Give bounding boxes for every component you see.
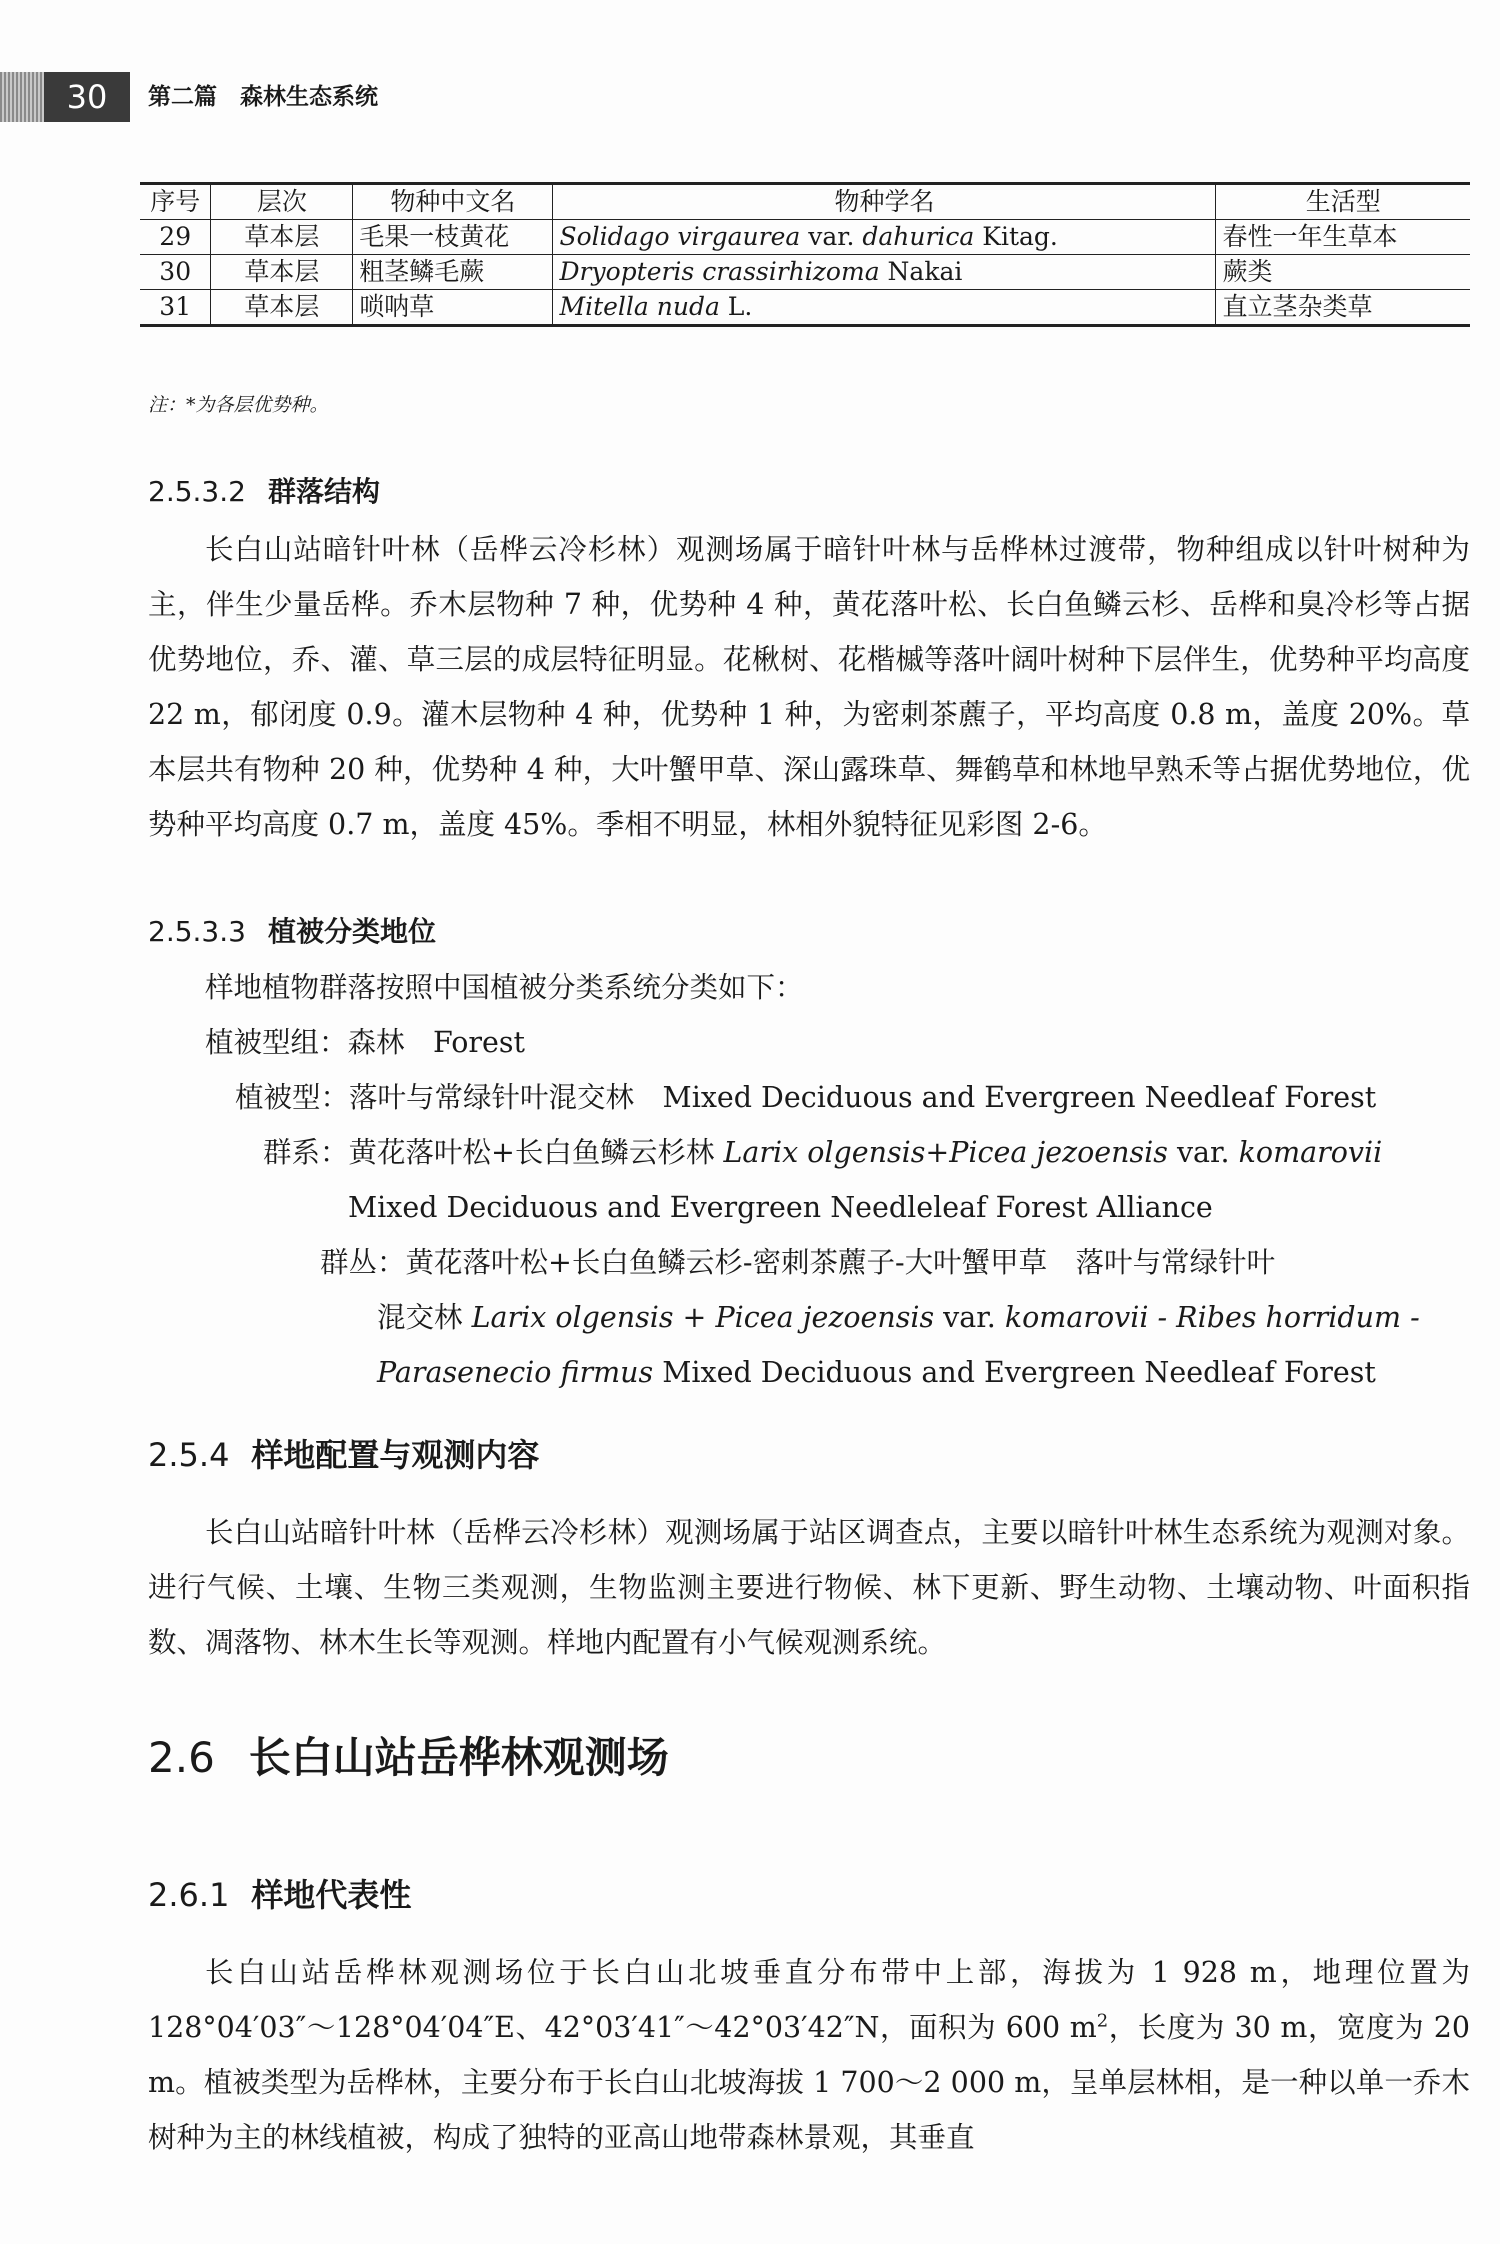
classification-label: 植被型： <box>235 1081 350 1114</box>
section-number: 2.6 <box>148 1733 215 1782</box>
header-texture-block <box>0 72 44 122</box>
sci-name-genus-species: Solidago virgaurea <box>559 222 801 251</box>
sci-name-author: Kitag. <box>974 222 1058 251</box>
classification-sci-name: Larix olgensis <box>471 1301 674 1334</box>
paragraph-text: ，长度为 30 m，宽度为 20 m。植被类型为岳桦林，主要分布于长白山北坡海拔 1 700～2 000 m，呈单层林相，是一种以单一乔木树种为主的林线植被，构成了独特的亚高山地带森林景观，其垂直 <box>148 2011 1471 2154</box>
section-heading-2-5-4 <box>148 1430 539 1476</box>
cell-no: 31 <box>140 290 211 326</box>
section-number: 2.6.1 <box>148 1876 230 1914</box>
classification-sci-name: Larix olgensis+Picea jezoensis <box>723 1136 1168 1169</box>
species-table <box>140 182 1470 327</box>
sci-name-author: L. <box>719 292 753 321</box>
table-row <box>140 290 1470 326</box>
superscript: 2 <box>1096 2010 1109 2032</box>
cell-name-sci <box>553 220 1216 255</box>
cell-no: 29 <box>140 220 211 255</box>
col-header-no: 序号 <box>140 184 211 220</box>
table-row <box>140 220 1470 255</box>
part-title: 第二篇 森林生态系统 <box>148 84 378 110</box>
classification-sci-variety: komarovii <box>1238 1136 1383 1169</box>
cell-layer: 草本层 <box>211 290 353 326</box>
table-row <box>140 255 1470 290</box>
sci-name-rank: var. <box>800 222 863 251</box>
cell-name-cn: 粗茎鳞毛蕨 <box>353 255 553 290</box>
classification-alliance-en: Mixed Deciduous and Evergreen Needleleaf Forest Alliance <box>348 1191 1213 1224</box>
classification-label: 群丛： <box>320 1246 406 1279</box>
classification-association-line3 <box>377 1345 1376 1400</box>
classification-value-en: Mixed Deciduous and Evergreen Needleaf Forest <box>653 1356 1376 1389</box>
paragraph-text: 长白山站岳桦林观测场位于长白山北坡垂直分布带中上部，海拔为 1 928 m，地理位置为 128°04′03″～128°04′04″E、42°03′41″～42°03′42″N，面积为 600 m <box>148 1956 1470 2044</box>
classification-label: 群系： <box>263 1136 349 1169</box>
paragraph-plot-configuration: 长白山站暗针叶林（岳桦云冷杉林）观测场属于站区调查点，主要以暗针叶林生态系统为观测对象。进行气候、土壤、生物三类观测，生物监测主要进行物候、林下更新、野生动物、土壤动物、叶面积指数、凋落物、林木生长等观测。样地内配置有小气候观测系统。 <box>148 1516 1470 1659</box>
cell-layer: 草本层 <box>211 255 353 290</box>
cell-life-form: 蕨类 <box>1216 255 1470 290</box>
section-title: 样地代表性 <box>251 1876 412 1914</box>
cell-life-form: 直立茎杂类草 <box>1216 290 1470 326</box>
classification-value-cn: 混交林 <box>377 1301 472 1334</box>
classification-type <box>235 1070 1376 1125</box>
classification-rank: var. <box>1167 1136 1239 1169</box>
page-number: 30 <box>44 72 130 122</box>
classification-value-cn: 黄花落叶松+长白鱼鳞云杉林 <box>348 1136 724 1169</box>
section-title: 植被分类地位 <box>267 915 436 948</box>
section-heading-2-5-3-3 <box>148 910 436 950</box>
classification-group <box>205 1015 525 1070</box>
classification-plus: + <box>673 1301 716 1334</box>
section-number: 2.5.4 <box>148 1436 230 1474</box>
cell-name-sci <box>553 290 1216 326</box>
chapter-heading-2-6 <box>148 1725 669 1785</box>
classification-association-line2 <box>377 1290 1420 1345</box>
col-header-name-cn: 物种中文名 <box>353 184 553 220</box>
section-number: 2.5.3.2 <box>148 475 246 508</box>
page-header <box>0 72 1500 122</box>
section-title: 长白山站岳桦林观测场 <box>248 1733 669 1782</box>
section-number: 2.5.3.3 <box>148 915 246 948</box>
classification-value: 森林 Forest <box>347 1026 525 1059</box>
section-title: 群落结构 <box>267 475 380 508</box>
sci-name-author: Nakai <box>879 257 963 286</box>
classification-sci-name: Parasenecio firmus <box>377 1356 654 1389</box>
table-note: 注：*为各层优势种。 <box>148 394 329 416</box>
classification-label: 植被型组： <box>205 1026 348 1059</box>
classification-sci-name: komarovii - Ribes horridum - <box>1004 1301 1420 1334</box>
col-header-life-form: 生活型 <box>1216 184 1470 220</box>
classification-value-cn: 黄花落叶松+长白鱼鳞云杉-密刺茶藨子-大叶蟹甲草 落叶与常绿针叶 <box>405 1246 1276 1279</box>
classification-association <box>320 1235 1275 1290</box>
sci-name-genus-species: Mitella nuda <box>559 292 720 321</box>
cell-no: 30 <box>140 255 211 290</box>
paragraph-community-structure: 长白山站暗针叶林（岳桦云冷杉林）观测场属于暗针叶林与岳桦林过渡带，物种组成以针叶树种为主，伴生少量岳桦。乔木层物种 7 种，优势种 4 种，黄花落叶松、长白鱼鳞云杉、岳桦和臭冷杉等占据优势地位，乔、灌、草三层的成层特征明显。花楸树、花楷槭等落叶阔叶树种下层伴生，优势种平均高度 22 m，郁闭度 0.9。灌木层物种 4 种，优势种 1 种，为密刺茶藨子，平均高度 0.8 m，盖度 20%。草本层共有物种 20 种，优势种 4 种，大叶蟹甲草、深山露珠草、舞鹤草和林地早熟禾等占据优势地位，优势种平均高度 0.7 m，盖度 45%。季相不明显，林相外貌特征见彩图 2-6。 <box>148 533 1470 841</box>
col-header-name-sci: 物种学名 <box>553 184 1216 220</box>
cell-life-form: 春性一年生草本 <box>1216 220 1470 255</box>
sci-name-variety: dahurica <box>862 222 975 251</box>
classification-alliance <box>263 1125 1382 1180</box>
cell-name-cn: 唢呐草 <box>353 290 553 326</box>
cell-layer: 草本层 <box>211 220 353 255</box>
classification-sci-name: Picea jezoensis <box>715 1301 935 1334</box>
cell-name-cn: 毛果一枝黄花 <box>353 220 553 255</box>
section-title: 样地配置与观测内容 <box>251 1436 540 1474</box>
section-heading-2-6-1 <box>148 1870 411 1916</box>
cell-name-sci <box>553 255 1216 290</box>
paragraph-plot-representativeness <box>148 1945 1470 2165</box>
classification-rank: var. <box>934 1301 1005 1334</box>
col-header-layer: 层次 <box>211 184 353 220</box>
sci-name-genus-species: Dryopteris crassirhizoma <box>559 257 880 286</box>
classification-intro: 样地植物群落按照中国植被分类系统分类如下： <box>205 971 804 1004</box>
table-header-row <box>140 184 1470 220</box>
classification-value: 落叶与常绿针叶混交林 Mixed Deciduous and Evergreen Needleaf Forest <box>349 1081 1377 1114</box>
section-heading-2-5-3-2 <box>148 470 380 510</box>
